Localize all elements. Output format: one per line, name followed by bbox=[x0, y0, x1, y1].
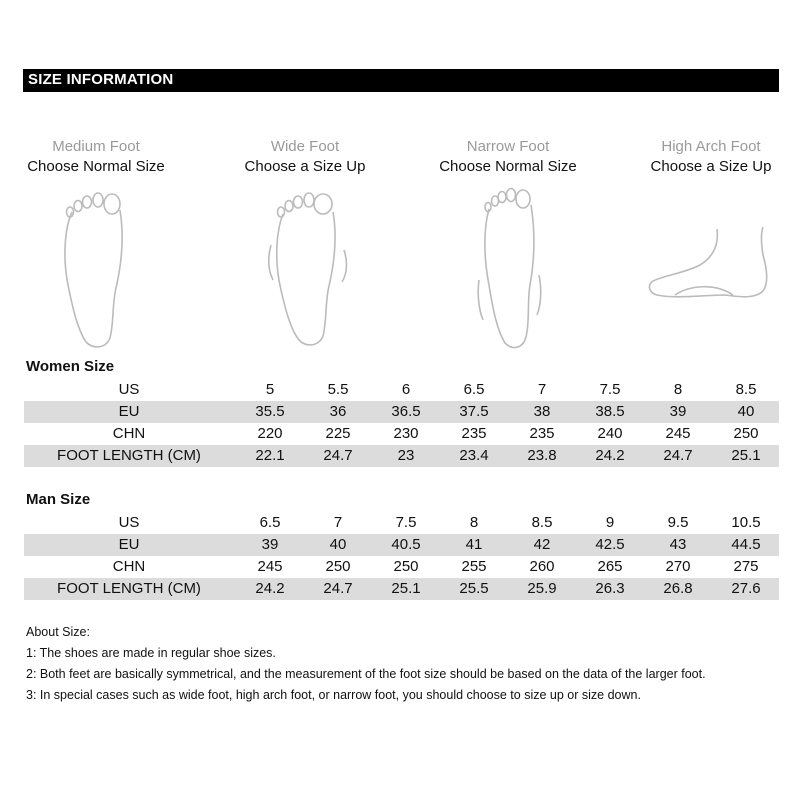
foot-advice: Choose Normal Size bbox=[439, 158, 577, 175]
size-cell: 10.5 bbox=[731, 514, 761, 531]
row-label: EU bbox=[118, 536, 140, 553]
size-cell: 250 bbox=[393, 558, 419, 575]
size-cell: 240 bbox=[597, 425, 623, 442]
size-cell: 25.5 bbox=[459, 580, 489, 597]
women-row-foot-length bbox=[24, 445, 779, 467]
row-label: US bbox=[118, 381, 140, 398]
size-cell: 35.5 bbox=[255, 403, 285, 420]
women-row-eu bbox=[24, 401, 779, 423]
size-cell: 7.5 bbox=[599, 381, 621, 398]
size-cell: 250 bbox=[733, 425, 759, 442]
size-notes bbox=[26, 622, 706, 706]
size-cell: 255 bbox=[461, 558, 487, 575]
size-cell: 24.7 bbox=[663, 447, 693, 464]
foot-type-medium bbox=[6, 137, 186, 177]
size-cell: 36 bbox=[329, 403, 347, 420]
wide-foot-icon bbox=[265, 190, 350, 350]
header-title: SIZE INFORMATION bbox=[28, 71, 174, 88]
size-cell: 9.5 bbox=[667, 514, 689, 531]
size-cell: 7.5 bbox=[395, 514, 417, 531]
man-row-foot-length bbox=[24, 578, 779, 600]
man-row-chn bbox=[24, 556, 779, 578]
size-cell: 24.2 bbox=[255, 580, 285, 597]
size-cell: 5.5 bbox=[327, 381, 349, 398]
row-label: EU bbox=[118, 403, 140, 420]
header-bar bbox=[23, 69, 779, 92]
size-cell: 265 bbox=[597, 558, 623, 575]
foot-name: Wide Foot bbox=[270, 138, 340, 155]
size-cell: 26.8 bbox=[663, 580, 693, 597]
foot-advice: Choose a Size Up bbox=[244, 158, 366, 175]
size-cell: 41 bbox=[465, 536, 483, 553]
size-cell: 40 bbox=[737, 403, 755, 420]
size-cell: 225 bbox=[325, 425, 351, 442]
foot-advice: Choose a Size Up bbox=[650, 158, 772, 175]
size-cell: 24.2 bbox=[595, 447, 625, 464]
size-cell: 23.4 bbox=[459, 447, 489, 464]
size-cell: 40 bbox=[329, 536, 347, 553]
size-cell: 25.9 bbox=[527, 580, 557, 597]
notes-heading: About Size: bbox=[26, 625, 90, 639]
women-row-us bbox=[24, 379, 779, 401]
size-cell: 42.5 bbox=[595, 536, 625, 553]
note-item: 1: The shoes are made in regular shoe sizes. bbox=[26, 646, 276, 660]
man-row-us bbox=[24, 512, 779, 534]
foot-type-high-arch bbox=[621, 137, 801, 177]
row-label: CHN bbox=[112, 425, 146, 442]
foot-name: Narrow Foot bbox=[466, 138, 550, 155]
size-cell: 24.7 bbox=[323, 580, 353, 597]
size-cell: 245 bbox=[665, 425, 691, 442]
size-cell: 27.6 bbox=[731, 580, 761, 597]
man-size-title: Man Size bbox=[26, 491, 91, 508]
size-cell: 8 bbox=[469, 514, 479, 531]
size-cell: 23.8 bbox=[527, 447, 557, 464]
size-cell: 36.5 bbox=[391, 403, 421, 420]
women-size-title: Women Size bbox=[26, 358, 115, 375]
size-cell: 270 bbox=[665, 558, 691, 575]
high-arch-foot-icon bbox=[645, 225, 770, 305]
size-cell: 7 bbox=[333, 514, 343, 531]
size-cell: 220 bbox=[257, 425, 283, 442]
size-cell: 8.5 bbox=[735, 381, 757, 398]
size-cell: 260 bbox=[529, 558, 555, 575]
size-cell: 38.5 bbox=[595, 403, 625, 420]
size-cell: 6.5 bbox=[463, 381, 485, 398]
size-cell: 7 bbox=[537, 381, 547, 398]
note-item: 2: Both feet are basically symmetrical, and the measurement of the foot size should be based on the data of the larger foot. bbox=[26, 667, 706, 681]
size-cell: 37.5 bbox=[459, 403, 489, 420]
foot-advice: Choose Normal Size bbox=[27, 158, 165, 175]
size-cell: 24.7 bbox=[323, 447, 353, 464]
size-cell: 23 bbox=[397, 447, 415, 464]
medium-foot-icon bbox=[60, 190, 130, 350]
size-cell: 8 bbox=[673, 381, 683, 398]
size-cell: 245 bbox=[257, 558, 283, 575]
size-cell: 39 bbox=[261, 536, 279, 553]
size-cell: 8.5 bbox=[531, 514, 553, 531]
size-cell: 22.1 bbox=[255, 447, 285, 464]
women-row-chn bbox=[24, 423, 779, 445]
size-cell: 44.5 bbox=[731, 536, 761, 553]
size-cell: 5 bbox=[265, 381, 275, 398]
man-row-eu bbox=[24, 534, 779, 556]
size-cell: 42 bbox=[533, 536, 551, 553]
size-cell: 39 bbox=[669, 403, 687, 420]
size-cell: 26.3 bbox=[595, 580, 625, 597]
size-cell: 6.5 bbox=[259, 514, 281, 531]
foot-name: Medium Foot bbox=[52, 138, 140, 155]
note-item: 3: In special cases such as wide foot, high arch foot, or narrow foot, you should choose to size up or size down. bbox=[26, 688, 641, 702]
row-label: FOOT LENGTH (CM) bbox=[57, 580, 201, 597]
size-cell: 230 bbox=[393, 425, 419, 442]
row-label: FOOT LENGTH (CM) bbox=[57, 447, 201, 464]
size-cell: 6 bbox=[401, 381, 411, 398]
size-cell: 25.1 bbox=[731, 447, 761, 464]
size-cell: 235 bbox=[529, 425, 555, 442]
size-cell: 250 bbox=[325, 558, 351, 575]
size-cell: 275 bbox=[733, 558, 759, 575]
foot-type-narrow bbox=[418, 137, 598, 177]
size-cell: 43 bbox=[669, 536, 687, 553]
row-label: US bbox=[118, 514, 140, 531]
size-cell: 38 bbox=[533, 403, 551, 420]
size-cell: 40.5 bbox=[391, 536, 421, 553]
foot-type-wide bbox=[215, 137, 395, 177]
size-cell: 9 bbox=[605, 514, 615, 531]
size-cell: 235 bbox=[461, 425, 487, 442]
size-cell: 25.1 bbox=[391, 580, 421, 597]
row-label: CHN bbox=[112, 558, 146, 575]
foot-name: High Arch Foot bbox=[661, 138, 761, 155]
narrow-foot-icon bbox=[475, 185, 545, 355]
